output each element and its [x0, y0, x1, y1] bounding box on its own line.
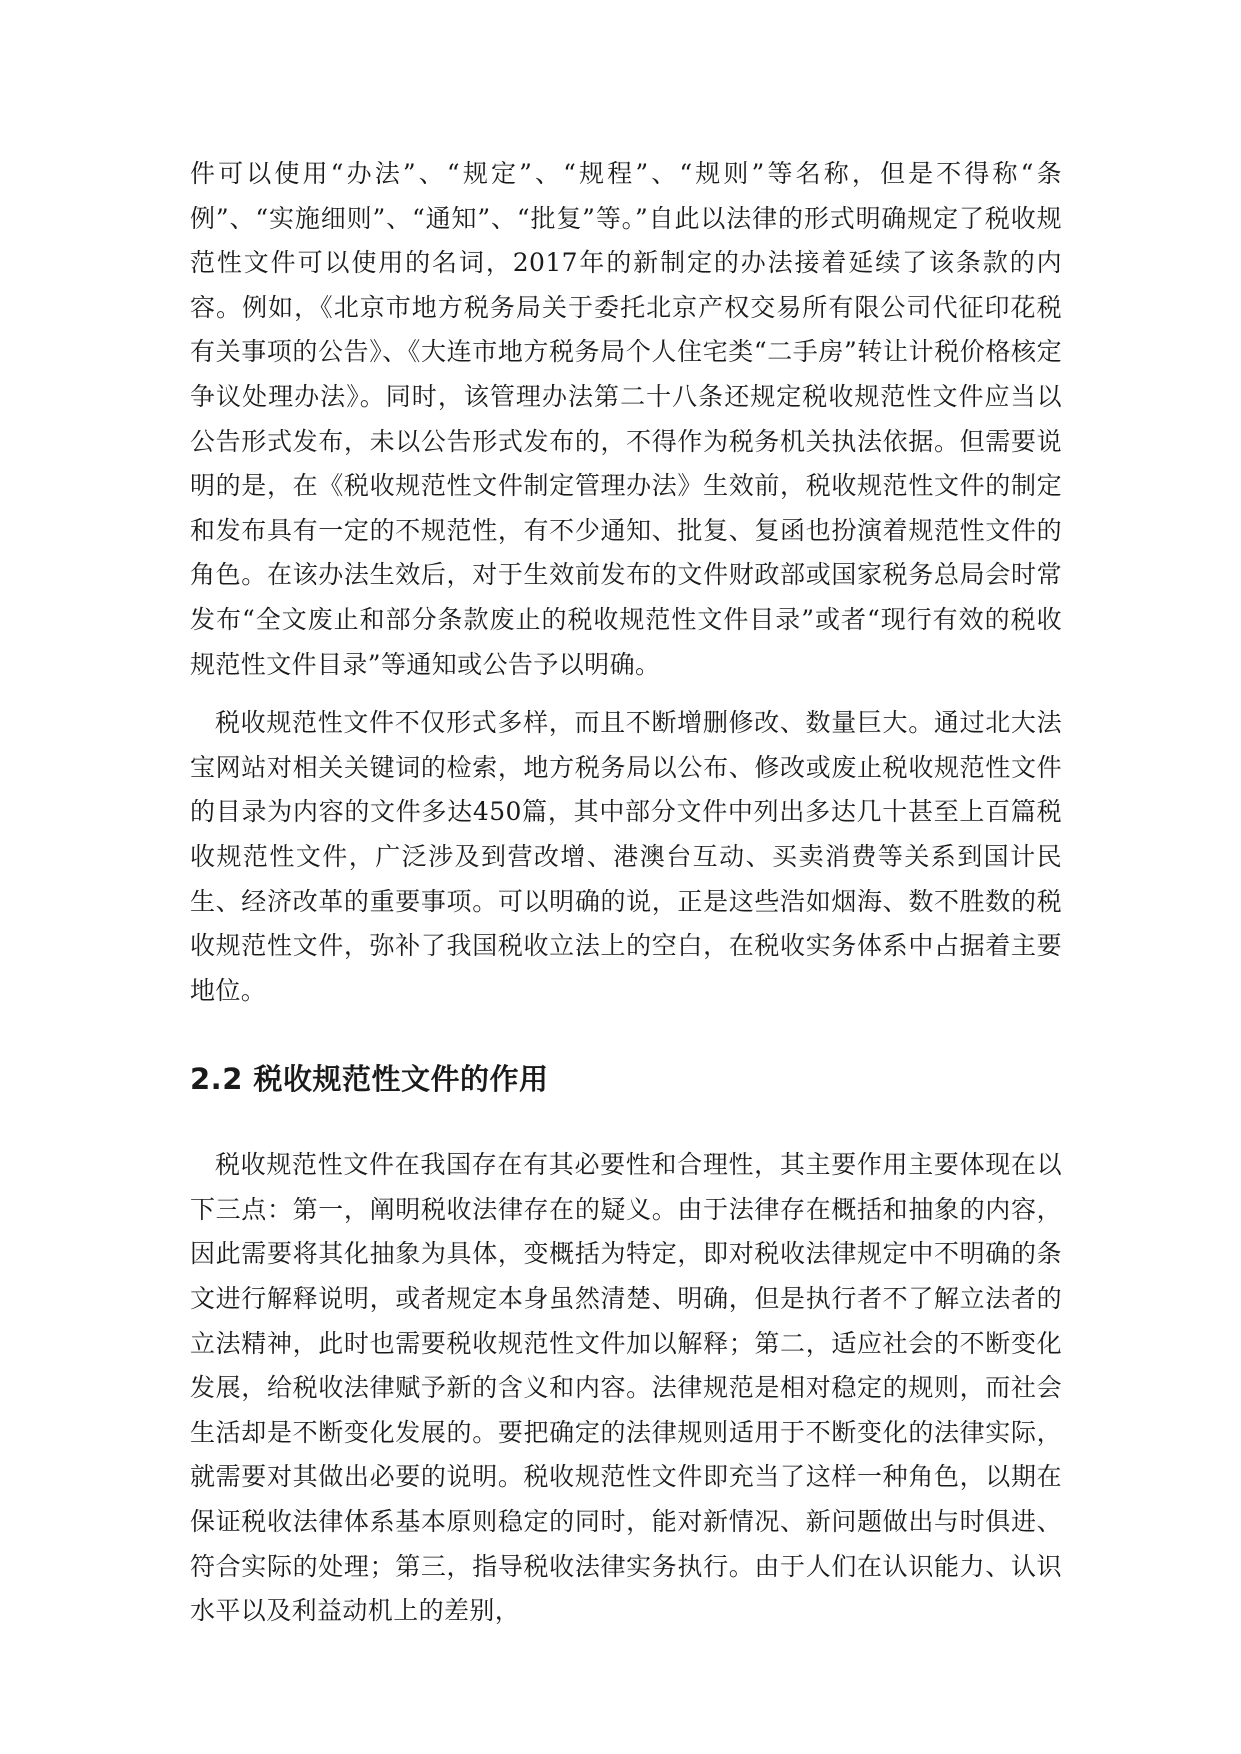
paragraph-functions: 税收规范性文件在我国存在有其必要性和合理性，其主要作用主要体现在以下三点：第一，阐明税收法律存在的疑义。由于法律存在概括和抽象的内容，因此需要将其化抽象为具体，变概括为特定，即对税收法律规定中不明确的条文进行解释说明，或者规定本身虽然清楚、明确，但是执行者不了解立法者的立法精神，此时也需要税收规范性文件加以解释；第二，适应社会的不断变化发展，给税收法律赋予新的含义和内容。法律规范是相对稳定的规则，而社会生活却是不断变化发展的。要把确定的法律规则适用于不断变化的法律实际，就需要对其做出必要的说明。税收规范性文件即充当了这样一种角色，以期在保证税收法律体系基本原则稳定的同时，能对新情况、新问题做出与时俱进、符合实际的处理；第三，指导税收法律实务执行。由于人们在认识能力、认识水平以及利益动机上的差别， — [190, 1150, 1062, 1626]
section-number: 2.2 — [190, 1062, 243, 1097]
section-heading — [190, 1059, 1062, 1099]
document-page — [190, 152, 1062, 1634]
paragraph-document-volume: 税收规范性文件不仅形式多样，而且不断增删修改、数量巨大。通过北大法宝网站对相关关键词的检索，地方税务局以公布、修改或废止税收规范性文件的目录为内容的文件多达450篇，其中部分文件中列出多达几十甚至上百篇税收规范性文件，广泛涉及到营改增、港澳台互动、买卖消费等关系到国计民生、经济改革的重要事项。可以明确的说，正是这些浩如烟海、数不胜数的税收规范性文件，弥补了我国税收立法上的空白，在税收实务体系中占据着主要地位。 — [190, 708, 1062, 1005]
paragraph-continuation: 件可以使用“办法”、“规定”、“规程”、“规则”等名称，但是不得称“条例”、“实施细则”、“通知”、“批复”等。”自此以法律的形式明确规定了税收规范性文件可以使用的名词，2017年的新制定的办法接着延续了该条款的内容。例如，《北京市地方税务局关于委托北京产权交易所有限公司代征印花税有关事项的公告》、《大连市地方税务局个人住宅类“二手房”转让计税价格核定争议处理办法》。同时，该管理办法第二十八条还规定税收规范性文件应当以公告形式发布，未以公告形式发布的，不得作为税务机关执法依据。但需要说明的是，在《税收规范性文件制定管理办法》生效前，税收规范性文件的制定和发布具有一定的不规范性，有不少通知、批复、复函也扮演着规范性文件的角色。在该办法生效后，对于生效前发布的文件财政部或国家税务总局会时常发布“全文废止和部分条款废止的税收规范性文件目录”或者“现行有效的税收规范性文件目录”等通知或公告予以明确。 — [190, 159, 1062, 679]
section-title: 税收规范性文件的作用 — [253, 1062, 549, 1097]
